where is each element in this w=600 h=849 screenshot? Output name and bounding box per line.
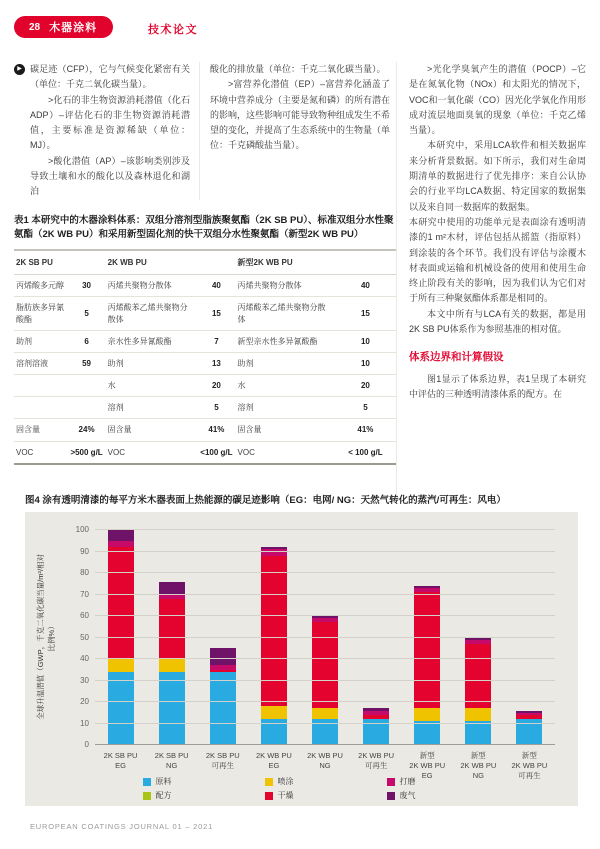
gridline xyxy=(95,658,555,659)
legend-item xyxy=(143,776,217,787)
legend-item xyxy=(387,790,461,801)
bar-segment xyxy=(312,622,338,708)
legend-item xyxy=(387,776,461,787)
table-cell-value: 5 xyxy=(197,397,235,419)
table-cell-value: 30 xyxy=(67,275,105,297)
x-tick-label: 2K WB PU EG xyxy=(255,751,292,771)
paragraph: 酸化的排放量（单位：千克二氧化碳当量）。 xyxy=(210,64,386,74)
table-row xyxy=(14,419,396,441)
paragraph: 碳足迹（CFP），它与气候变化紧密有关（单位：千克二氧化碳当量）。 xyxy=(30,64,190,90)
table-cell-component: 新型亲水性多异氰酸酯 xyxy=(236,330,335,352)
paragraph: 图1显示了体系边界，表1呈现了本研究中评估的三种透明清漆体系的配方。在 xyxy=(409,374,586,400)
y-tick-label: 80 xyxy=(80,568,89,577)
legend-swatch-icon xyxy=(143,792,151,800)
page-number: 28 xyxy=(29,21,41,33)
y-tick-label: 90 xyxy=(80,546,89,556)
bar-segment xyxy=(210,648,236,665)
bar-slot xyxy=(351,708,402,745)
bar-segment xyxy=(465,644,491,709)
legend-item xyxy=(265,776,339,787)
stacked-bar xyxy=(159,582,185,745)
table-row xyxy=(14,397,396,419)
y-tick-label: 70 xyxy=(80,589,89,599)
x-tick-label: 2K WB PU 可再生 xyxy=(358,751,395,771)
y-tick-label: 40 xyxy=(80,654,89,663)
legend-label: 打磨 xyxy=(399,777,416,786)
gridline xyxy=(95,744,555,745)
gridline xyxy=(95,680,555,681)
table-row xyxy=(14,441,396,464)
x-tick-label: 2K SB PU EG xyxy=(103,751,138,771)
x-tick-label: 新型 2K WB PU EG xyxy=(409,751,446,781)
table-cell-value: 6 xyxy=(67,330,105,352)
bar-slot xyxy=(504,711,555,745)
table-cell-component: 溶剂 xyxy=(236,397,335,419)
table-cell-component: 丙烯酸多元醇 xyxy=(14,275,67,297)
y-tick-label: 10 xyxy=(80,718,89,728)
table-cell-component: 助剂 xyxy=(106,352,198,374)
bar-segment xyxy=(414,721,440,745)
paragraph: 本文中所有与LCA有关的数据，都是用2K SB PU体系作为参照基准的相对值。 xyxy=(409,308,586,335)
x-tick-label: 2K WB PU NG xyxy=(307,751,343,771)
paragraph: >酸化潜值（AP）–该影响类别涉及导致土壤和水的酸化以及森林退化和湖泊 xyxy=(30,155,190,197)
paragraph: >光化学臭氧产生的潜值（POCP）–它是在氮氧化物（NOx）和太阳光的情况下，VOC和一氧化碳（CO）因光化学氧化作用形成对流层地面臭氧的现象（单位：千克乙烯当量）。 xyxy=(409,64,587,136)
legend-label: 喷涂 xyxy=(277,777,294,786)
gridline xyxy=(95,572,555,573)
left-block xyxy=(14,62,396,502)
formulation-table xyxy=(14,249,396,465)
x-tick-label: 新型 2K WB PU NG xyxy=(460,751,497,781)
bar-segment xyxy=(159,672,185,745)
bar-slot xyxy=(95,530,146,745)
stacked-bar xyxy=(108,530,134,745)
y-tick-label: 50 xyxy=(80,632,89,642)
bar-segment xyxy=(465,721,491,745)
section-heading: 体系边界和计算假设 xyxy=(409,351,504,364)
table-cell-component: 溶剂溶液 xyxy=(14,352,67,374)
bar-segment xyxy=(108,672,134,745)
bar-segment xyxy=(414,592,440,708)
table-cell-value: 10 xyxy=(335,352,396,374)
table-header-row xyxy=(14,250,396,275)
x-tick-label: 2K SB PU NG xyxy=(154,751,189,771)
table-body xyxy=(14,275,396,464)
bar-segment xyxy=(261,706,287,719)
bar-segment xyxy=(261,556,287,707)
bar-segment xyxy=(108,530,134,541)
table-row xyxy=(14,330,396,352)
bullet-arrow-icon: ▶ xyxy=(14,64,25,75)
legend-label: 配方 xyxy=(155,791,172,800)
legend-swatch-icon xyxy=(265,792,273,800)
table-header-cell: 新型2K WB PU xyxy=(236,250,396,275)
legend-label: 原料 xyxy=(155,777,172,786)
x-tick-label: 2K SB PU 可再生 xyxy=(205,751,240,771)
gridline xyxy=(95,701,555,702)
x-tick-label: 新型 2K WB PU 可再生 xyxy=(511,751,548,781)
table-cell-component: VOC xyxy=(14,441,67,464)
legend-row xyxy=(143,790,461,801)
table-row xyxy=(14,352,396,374)
table-cell-component: 丙烯共聚物分散体 xyxy=(236,275,335,297)
y-tick-label: 30 xyxy=(80,675,89,685)
bar-slot xyxy=(197,648,248,745)
table-row xyxy=(14,297,396,330)
page-content xyxy=(14,62,586,502)
table-cell-component: 丙烯共聚物分散体 xyxy=(106,275,198,297)
table-cell-value: 20 xyxy=(335,375,396,397)
paragraph: >化石的非生物资源消耗潜值（化石ADP）–评估化石的非生物资源消耗潜值，主要标准是资源稀缺（单位：MJ）。 xyxy=(30,94,190,151)
legend-swatch-icon xyxy=(265,778,273,786)
paragraph: >富营养化潜值（EP）–富营养化涵盖了环境中营养成分（主要是氮和磷）的所有潜在的影响，这些影响可能导致物种组成发生不希望的变化，并提高了生态系统中的生物量（单位：千克磷酸盐当量）。 xyxy=(210,79,391,151)
legend-row xyxy=(143,776,461,787)
table-cell-value: 41% xyxy=(197,419,235,441)
table-cell-value xyxy=(67,375,105,397)
table-cell-component: 助剂 xyxy=(236,352,335,374)
stacked-bar xyxy=(312,616,338,745)
y-tick-label: 60 xyxy=(80,611,89,620)
table-cell-component xyxy=(14,375,67,397)
table-caption: 表1 本研究中的木器涂料体系：双组分溶剂型脂族聚氨酯（2K SB PU）、标准双组分水性聚氨酯（2K WB PU）和采用新型固化剂的快干双组分水性聚氨酯（新型2K WB PU） xyxy=(14,214,394,240)
table-cell-component: 水 xyxy=(236,375,335,397)
table-cell-value: 41% xyxy=(335,419,396,441)
text-columns xyxy=(14,62,396,200)
text-col1 xyxy=(14,62,200,200)
table-cell-value: 5 xyxy=(67,297,105,330)
table-cell-component: VOC xyxy=(106,441,198,464)
table-cell-component: 丙烯酸苯乙烯共聚物分散体 xyxy=(106,297,198,330)
table-cell-component: 固含量 xyxy=(14,419,67,441)
table-cell-value: 15 xyxy=(197,297,235,330)
legend-label: 废气 xyxy=(399,791,416,800)
bar-segment xyxy=(108,547,134,659)
page-header-badge xyxy=(14,16,113,38)
gridline xyxy=(95,529,555,530)
legend-swatch-icon xyxy=(143,778,151,786)
table-cell-value: 5 xyxy=(335,397,396,419)
chart-panel xyxy=(25,512,578,806)
table-cell-component: 水 xyxy=(106,375,198,397)
bar-segment xyxy=(108,659,134,672)
bar-slot xyxy=(146,582,197,745)
table-cell-value: 15 xyxy=(335,297,396,330)
bar-segment xyxy=(159,659,185,672)
table-cell-component: 溶剂 xyxy=(106,397,198,419)
chart-legend xyxy=(25,776,578,801)
legend-item xyxy=(143,790,217,801)
y-tick-label: 0 xyxy=(84,740,89,749)
table-row xyxy=(14,375,396,397)
y-tick-label: 20 xyxy=(80,697,89,706)
legend-swatch-icon xyxy=(387,792,395,800)
paragraph: 本研究中，采用LCA软件和相关数据库来分析背景数据。如下所示，我们对生命周期清单的数据进行了优先排序：来自公认协会的行业平均LCA数据、特定国家的数据集以及来自同一数据库的数据集。 xyxy=(409,140,586,212)
table-cell-value: 40 xyxy=(335,275,396,297)
table-cell-value: 10 xyxy=(335,330,396,352)
legend-swatch-icon xyxy=(387,778,395,786)
table-cell-value: 7 xyxy=(197,330,235,352)
article-type-label: 技术论文 xyxy=(148,24,198,36)
table-cell-value: 59 xyxy=(67,352,105,374)
table-cell-component: 固含量 xyxy=(236,419,335,441)
bar-segment xyxy=(414,708,440,721)
table-cell-value: 24% xyxy=(67,419,105,441)
bar-slot xyxy=(453,638,504,745)
gridline xyxy=(95,637,555,638)
bar-slot xyxy=(248,547,299,745)
bar-slot xyxy=(299,616,350,745)
table-cell-component: 亲水性多异氰酸酯 xyxy=(106,330,198,352)
table-cell-value: 13 xyxy=(197,352,235,374)
stacked-bar xyxy=(363,708,389,745)
table-cell-value: >500 g/L xyxy=(67,441,105,464)
table-cell-value xyxy=(67,397,105,419)
gridline xyxy=(95,594,555,595)
figure-caption: 图4 涂有透明清漆的每平方米木器表面上热能源的碳足迹影响（EG：电网/ NG：天然气转化的蒸汽/可再生：风电） xyxy=(25,495,506,506)
stacked-bar xyxy=(261,547,287,745)
text-col2 xyxy=(200,62,396,200)
gridline xyxy=(95,615,555,616)
bar-segment xyxy=(159,599,185,659)
bar-segment xyxy=(210,672,236,745)
bars-layer xyxy=(95,530,555,745)
legend-item xyxy=(265,790,339,801)
gridline xyxy=(95,551,555,552)
table-cell-value: <100 g/L xyxy=(197,441,235,464)
table-row xyxy=(14,275,396,297)
table-header-cell: 2K SB PU xyxy=(14,250,106,275)
gridline xyxy=(95,723,555,724)
table-cell-component: 脂肪族多异氰酸酯 xyxy=(14,297,67,330)
table-cell-component: 助剂 xyxy=(14,330,67,352)
stacked-bar xyxy=(210,648,236,745)
table-cell-component: 丙烯酸苯乙烯共聚物分散体 xyxy=(236,297,335,330)
table-cell-component: 固含量 xyxy=(106,419,198,441)
table-cell-value: 40 xyxy=(197,275,235,297)
bar-slot xyxy=(402,586,453,745)
y-tick-label: 100 xyxy=(75,525,89,534)
table-cell-value: < 100 g/L xyxy=(335,441,396,464)
text-col3 xyxy=(396,62,586,502)
legend-label: 干燥 xyxy=(277,791,294,800)
stacked-bar xyxy=(516,711,542,745)
table-cell-component xyxy=(14,397,67,419)
bar-segment xyxy=(465,708,491,721)
table-cell-component: VOC xyxy=(236,441,335,464)
table-header-cell: 2K WB PU xyxy=(106,250,236,275)
paragraph: 本研究中使用的功能单元是表面涂有透明清漆的1 m²木材，评估包括从摇篮（指原料）到涂装的各个环节。我们没有评估与涂覆木材表面或运输和机械设备的使用和使用生命终止阶段有关的影响，因为我们认为它们对于所有三种聚氨酯体系都是相同的。 xyxy=(409,216,586,304)
y-axis-label: 全球升温潜值（GWP，千克二氧化碳当量/m²/相对比例%） xyxy=(36,553,56,720)
stacked-bar xyxy=(414,586,440,745)
journal-footer: EUROPEAN COATINGS JOURNAL 01 – 2021 xyxy=(30,822,214,831)
section-label: 木器涂料 xyxy=(49,22,98,34)
table-cell-value: 20 xyxy=(197,375,235,397)
bar-segment xyxy=(312,708,338,719)
plot-area xyxy=(75,525,555,749)
stacked-bar xyxy=(465,638,491,745)
